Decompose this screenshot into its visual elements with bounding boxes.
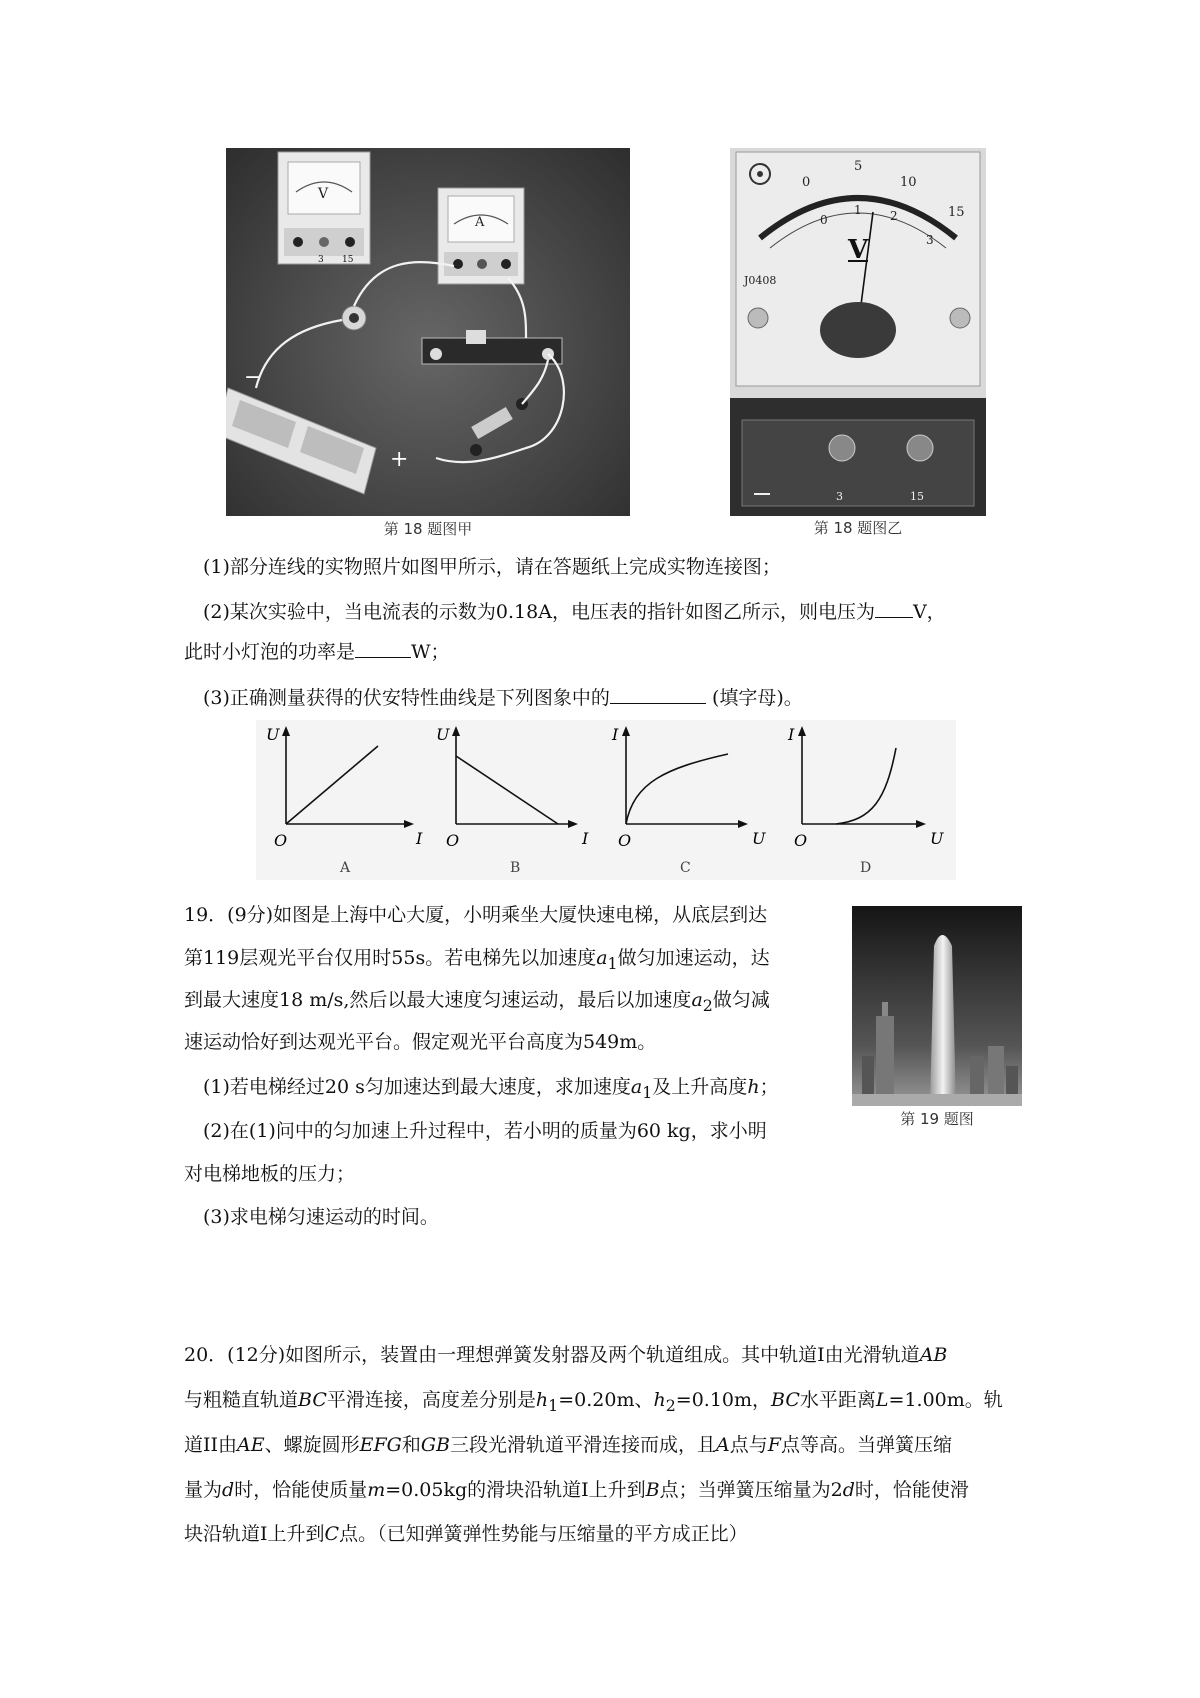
- graph-d-curve: [836, 748, 896, 824]
- graph-b-ylabel: U: [436, 725, 450, 744]
- q20-var-B: B: [645, 1479, 660, 1501]
- q19-part1-var-h: h: [747, 1076, 760, 1098]
- q20-line1: [184, 1340, 947, 1370]
- graph-a: [266, 725, 423, 876]
- scale-bottom-1: 1: [854, 203, 862, 217]
- q18-part2-text-a: (2)某次实验中，当电流表的示数为0.18A，电压表的指针如图乙所示，则电压为: [203, 601, 875, 623]
- voltage-answer-blank[interactable]: [875, 599, 913, 618]
- q20-line2-e: 水平距离: [799, 1389, 876, 1411]
- q20-line4-a: 量为: [184, 1479, 223, 1501]
- q19-part1-a: (1)若电梯经过20 s匀加速达到最大速度，求加速度: [203, 1076, 631, 1098]
- q19-part1-var-sub: 1: [642, 1082, 653, 1102]
- battery-minus: −: [244, 365, 263, 390]
- q19-part1-b: 及上升高度: [652, 1076, 748, 1098]
- graph-c-xlabel: U: [752, 829, 766, 848]
- q20-line5-a: 块沿轨道I上升到: [184, 1523, 325, 1545]
- q19-line3: [184, 985, 770, 1021]
- q19-part2-text: (2)在(1)问中的匀加速上升过程中，若小明的质量为60 kg，求小明: [203, 1120, 767, 1142]
- q20-line1-a: 20．(12分)如图所示，装置由一理想弹簧发射器及两个轨道组成。其中轨道I由光滑轨道: [184, 1344, 920, 1366]
- ammeter: [438, 188, 524, 284]
- voltmeter-closeup-photo: [730, 148, 986, 541]
- q19-var-a2: a: [691, 989, 703, 1011]
- q18-part1-text: (1)部分连线的实物照片如图甲所示，请在答题纸上完成实物连接图；: [203, 556, 781, 578]
- q20-var-h2: h: [653, 1389, 666, 1411]
- scale-top-10: 10: [900, 175, 917, 190]
- graph-b: [436, 725, 589, 876]
- closeup-terminal-15: 15: [910, 490, 924, 503]
- q20-var-BC2: BC: [771, 1389, 800, 1411]
- q19-part3: [203, 1202, 439, 1232]
- graph-d-origin: O: [794, 831, 808, 850]
- graph-c-letter: C: [680, 860, 691, 876]
- iv-graphs-panel: [256, 720, 956, 880]
- graph-b-origin: O: [446, 831, 460, 850]
- graph-b-letter: B: [510, 860, 521, 876]
- circuit-photo-drawing: [226, 148, 630, 543]
- meter-unit: V: [848, 235, 869, 265]
- q20-var-m: m: [367, 1479, 386, 1501]
- q19-part1: [203, 1072, 779, 1108]
- q19-line2: [184, 943, 770, 979]
- q20-line4-e: 时，恰能使滑: [854, 1479, 969, 1501]
- shanghai-tower-photo: [852, 906, 1022, 1132]
- ammeter-label: A: [475, 215, 485, 230]
- graph-d: [787, 725, 944, 876]
- q20-line3-d: 三段光滑轨道平滑连接而成，且: [450, 1434, 717, 1456]
- graph-c-ylabel: I: [612, 725, 619, 744]
- graph-c-origin: O: [618, 831, 632, 850]
- voltmeter-terminal-3: 3: [318, 255, 324, 265]
- q20-line5-b: 点。（已知弹簧弹性势能与压缩量的平方成正比）: [339, 1523, 748, 1545]
- power-answer-blank[interactable]: [355, 639, 411, 658]
- q20-var-C: C: [324, 1523, 340, 1545]
- q20-line3-f: 点等高。当弹簧压缩: [780, 1434, 952, 1456]
- circuit-photo: [226, 148, 630, 543]
- q20-line4-b: 时，恰能使质量: [234, 1479, 368, 1501]
- q20-line3-e: 点与: [729, 1434, 768, 1456]
- q20-line3-a: 道II由: [184, 1434, 238, 1456]
- scale-top-0: 0: [802, 175, 811, 190]
- q19-var-a1-sub: 1: [607, 953, 618, 973]
- q18-part2-text-c: 此时小灯泡的功率是: [184, 641, 356, 663]
- q18-part2-text-b: V，: [912, 601, 946, 623]
- q20-line3: [184, 1430, 952, 1460]
- graph-b-curve: [456, 756, 558, 824]
- voltmeter-label: V: [318, 186, 329, 202]
- q19-part2-cont-text: 对电梯地板的压力；: [184, 1163, 356, 1185]
- tower-icon: [930, 935, 956, 1106]
- q20-line2-a: 与粗糙直轨道: [184, 1389, 299, 1411]
- scale-bottom-2: 2: [890, 209, 898, 223]
- q20-line2-d: =0.10m，: [675, 1389, 772, 1411]
- q20-var-h1-sub: 1: [548, 1395, 559, 1415]
- q18-part2-line2: [184, 637, 450, 667]
- q18-part3-text-b: (填字母)。: [705, 687, 803, 709]
- bulb: [342, 306, 366, 330]
- voltmeter-closeup-drawing: [730, 148, 986, 516]
- graph-a-ylabel: U: [266, 725, 280, 744]
- q20-var-AE: AE: [237, 1434, 265, 1456]
- q19-line3-b: 做匀减: [712, 989, 770, 1011]
- meter-model: J0408: [744, 274, 777, 287]
- fig18a-caption-text: 第 18 题图甲: [383, 520, 473, 538]
- q20-line4-c: =0.05kg的滑块沿轨道I上升到: [385, 1479, 646, 1501]
- q19-line1-text: 19．(9分)如图是上海中心大厦，小明乘坐大厦快速电梯，从底层到达: [184, 904, 768, 926]
- fig18b-caption-text: 第 18 题图乙: [813, 519, 903, 537]
- q19-line3-a: 到最大速度18 m/s,然后以最大速度匀速运动，最后以加速度: [184, 989, 692, 1011]
- voltmeter: [278, 152, 370, 265]
- fig18b-caption: [730, 516, 986, 541]
- q18-part2-text-d: W；: [411, 641, 450, 663]
- graph-d-xlabel: U: [930, 829, 944, 848]
- q20-line4: [184, 1475, 969, 1505]
- q19-line1: [184, 900, 767, 930]
- graph-a-xlabel: I: [416, 829, 423, 848]
- q18-part2-line1: [203, 597, 946, 627]
- q19-line4: [184, 1027, 656, 1057]
- curve-answer-blank[interactable]: [610, 685, 706, 704]
- q20-var-L: L: [875, 1389, 889, 1411]
- q19-part2: [203, 1116, 767, 1146]
- q18-part3-text-a: (3)正确测量获得的伏安特性曲线是下列图象中的: [203, 687, 610, 709]
- fig19-caption: [852, 1106, 1022, 1132]
- graph-a-letter: A: [340, 860, 351, 876]
- q20-line2: [184, 1385, 1003, 1421]
- q20-line4-d: 点；当弹簧压缩量为2: [659, 1479, 843, 1501]
- q20-var-GB: GB: [420, 1434, 451, 1456]
- scale-top-5: 5: [854, 159, 863, 174]
- graph-a-curve: [286, 746, 378, 824]
- graph-b-xlabel: I: [582, 829, 589, 848]
- q20-var-AB: AB: [919, 1344, 948, 1366]
- fig19-caption-text: 第 19 题图: [900, 1110, 974, 1128]
- scale-bottom-3: 3: [926, 233, 934, 247]
- graph-d-letter: D: [860, 860, 872, 876]
- q19-part1-var-a: a: [630, 1076, 643, 1098]
- fig18a-caption: [226, 516, 630, 543]
- q20-line5: [184, 1519, 748, 1549]
- q20-var-d: d: [222, 1479, 235, 1501]
- q19-part2-cont: [184, 1159, 355, 1189]
- q19-part1-c: ；: [759, 1076, 779, 1098]
- q20-var-F: F: [767, 1434, 781, 1456]
- q19-var-a1: a: [596, 947, 608, 969]
- q19-line2-b: 做匀加速运动，达: [617, 947, 770, 969]
- iv-graphs: [256, 720, 956, 880]
- voltmeter-terminal-15: 15: [342, 255, 354, 265]
- q20-line2-b: 平滑连接，高度差分别是: [326, 1389, 536, 1411]
- q19-part3-text: (3)求电梯匀速运动的时间。: [203, 1206, 439, 1228]
- q19-var-a2-sub: 2: [702, 995, 713, 1015]
- shanghai-tower-drawing: [852, 906, 1022, 1132]
- q20-line3-b: 、螺旋圆形: [264, 1434, 360, 1456]
- q20-var-EFG: EFG: [359, 1434, 402, 1456]
- q20-var-BC: BC: [298, 1389, 327, 1411]
- scale-bottom-0: 0: [820, 213, 828, 227]
- q18-part1: [203, 552, 781, 582]
- q19-line4-text: 速运动恰好到达观光平台。假定观光平台高度为549m。: [184, 1031, 657, 1053]
- q20-line2-c: =0.20m、: [558, 1389, 654, 1411]
- graph-a-origin: O: [274, 831, 288, 850]
- q19-line2-a: 第119层观光平台仅用时55s。若电梯先以加速度: [184, 947, 597, 969]
- graph-d-ylabel: I: [788, 725, 795, 744]
- q20-var-d2: d: [842, 1479, 855, 1501]
- q20-line2-f: =1.00m。轨: [888, 1389, 1003, 1411]
- closeup-terminal-3: 3: [836, 490, 843, 503]
- q20-line3-c: 和: [401, 1434, 421, 1456]
- graph-c: [611, 725, 766, 876]
- q20-var-h1: h: [535, 1389, 549, 1411]
- scale-top-15: 15: [948, 205, 965, 220]
- q18-part3: [203, 683, 803, 713]
- q20-var-A: A: [716, 1434, 730, 1456]
- q20-var-h2-sub: 2: [665, 1395, 676, 1415]
- graph-c-curve: [626, 754, 728, 824]
- battery-plus: +: [390, 447, 409, 472]
